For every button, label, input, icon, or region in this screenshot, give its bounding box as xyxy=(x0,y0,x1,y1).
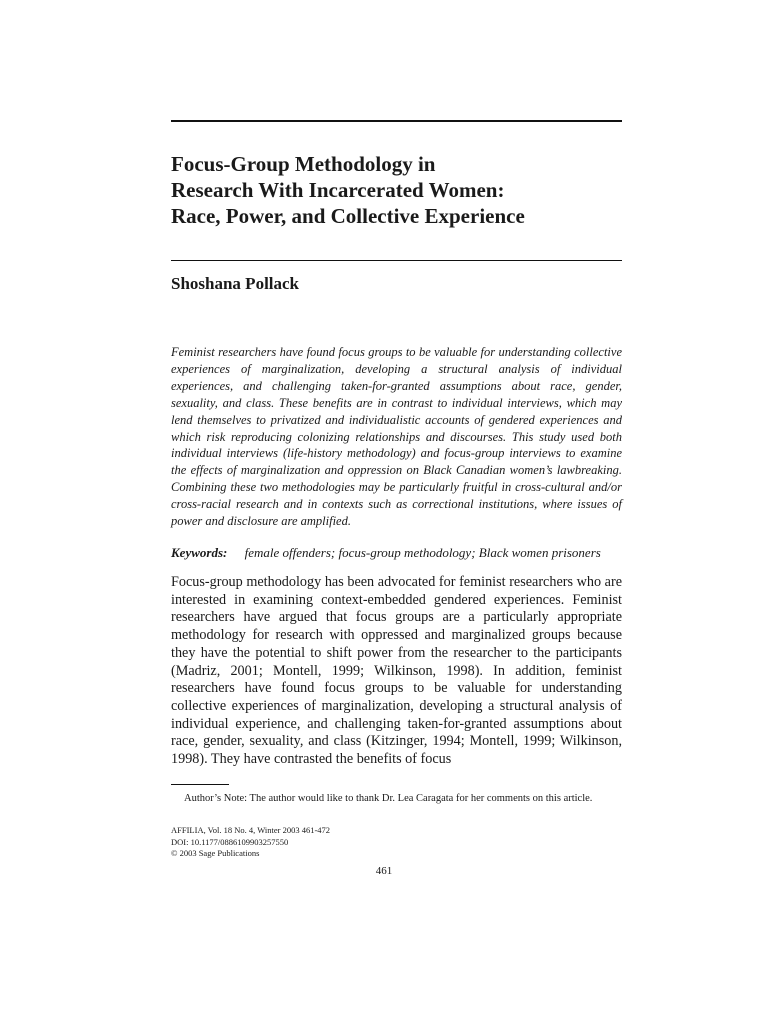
top-rule xyxy=(171,120,622,122)
authors-note: Author’s Note: The author would like to thank Dr. Lea Caragata for her comments on this article. xyxy=(184,793,593,804)
footnote-rule xyxy=(171,784,229,785)
title-line: Research With Incarcerated Women: xyxy=(171,178,505,202)
title-rule xyxy=(171,260,622,261)
page-number: 461 xyxy=(375,865,393,877)
title-line: Race, Power, and Collective Experience xyxy=(171,204,525,228)
abstract: Feminist researchers have found focus groups to be valuable for understanding collective experiences of marginalization, developing a structural analysis of individual experiences, and challenging taken-for-granted assumptions about race, gender, sexuality, and class. These benefits are in contrast to individual interviews, which may lend themselves to privatized and individualistic accounts of gendered experiences and which risk reproducing colonizing relationships and discourses. This study used both individual interviews (life-history methodology) and focus-group interviews to examine the effects of marginalization and oppression on Black Canadian women’s lawbreaking. Combining these two methodologies may be particularly fruitful in cross-cultural and/or cross-racial research and in contexts such as correctional institutions, where issues of power and disclosure are amplified. xyxy=(171,345,622,529)
body-paragraph: Focus-group methodology has been advocated for feminist researchers who are interested in examining context-embedded gendered experiences. Feminist researchers have argued that focus groups are a particularly appropriate methodology for research with oppressed and marginalized groups because they have the potential to shift power from the researcher to the participants (Madriz, 2001; Montell, 1999; Wilkinson, 1998). In addition, feminist researchers have found focus groups to be valuable for understanding collective experiences of marginalization, developing a structural analysis of individual experience, and challenging taken-for-granted assumptions about race, gender, sexuality, and class (Kitzinger, 1994; Montell, 1999; Wilkinson, 1998). They have contrasted the benefits of focus xyxy=(171,574,622,768)
title-line: Focus-Group Methodology in xyxy=(171,152,436,176)
article-title xyxy=(171,151,631,229)
copyright: © 2003 Sage Publications xyxy=(171,848,260,859)
author-name: Shoshana Pollack xyxy=(171,274,300,293)
keywords-list: female offenders; focus-group methodology; Black women prisoners xyxy=(244,545,601,560)
keywords-label: Keywords: xyxy=(171,545,228,560)
keywords xyxy=(171,544,641,562)
journal-citation: AFFILIA, Vol. 18 No. 4, Winter 2003 461-472 xyxy=(171,825,331,835)
publication-info xyxy=(171,825,471,860)
doi: DOI: 10.1177/0886109903257550 xyxy=(171,836,289,847)
